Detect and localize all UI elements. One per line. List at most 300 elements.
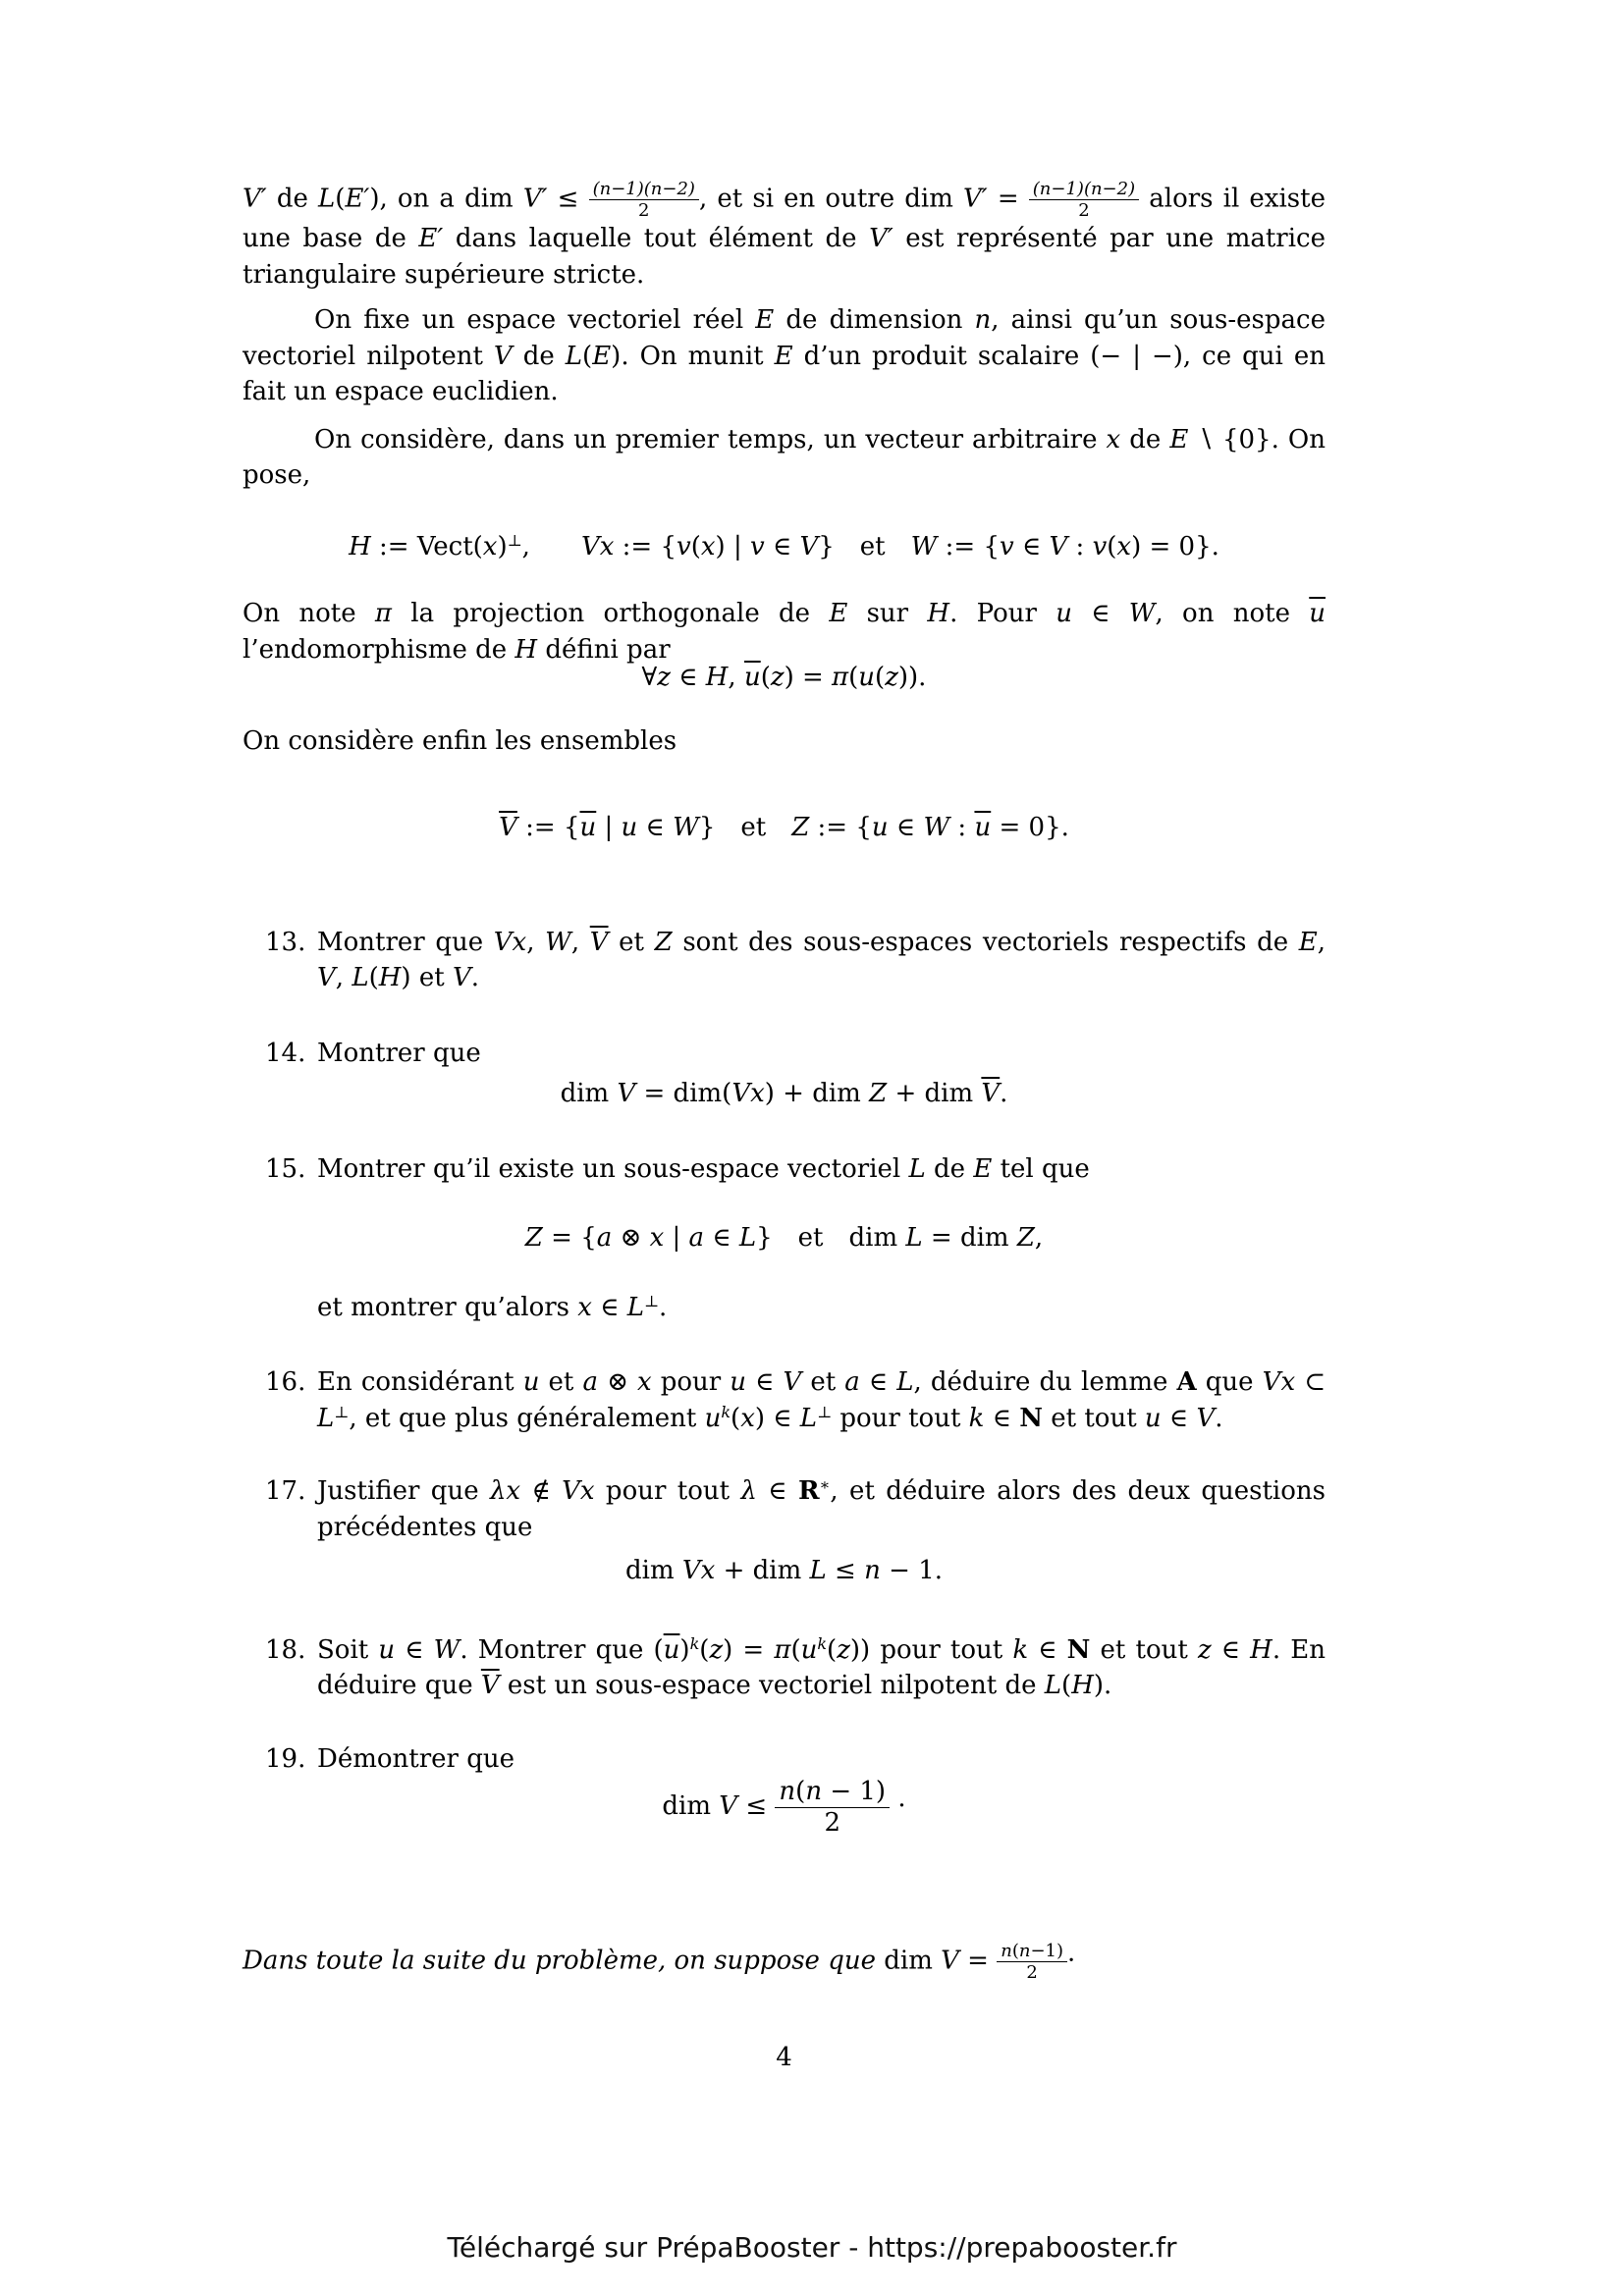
text-run: = dim( <box>635 1079 732 1109</box>
list-item-body <box>317 1473 1326 1545</box>
math-italic: π <box>374 599 392 629</box>
math-italic: E <box>755 305 775 336</box>
text-run: ⊂ <box>1295 1367 1326 1398</box>
math-bold: N <box>1066 1634 1091 1665</box>
math-italic: $\overline{u}$ <box>663 1634 680 1665</box>
text-run: , <box>1317 927 1326 957</box>
list-item-body <box>317 1741 1326 1778</box>
text-run: , <box>521 531 581 561</box>
math-italic: x <box>577 1292 592 1322</box>
math-italic: n <box>1001 1940 1012 1961</box>
text-run: d’un produit scalaire (− | −), ce qui en fait un espace euclidien. <box>243 341 1326 407</box>
fraction-numerator <box>775 1777 890 1807</box>
paragraph <box>243 302 1326 410</box>
math-italic: H <box>927 599 950 629</box>
math-cal: W <box>673 813 699 843</box>
text-run: et montrer qu’alors <box>317 1292 578 1322</box>
text-run: ⊥ <box>644 1291 660 1310</box>
math-italic: π <box>774 1634 791 1665</box>
list-item-number: 19. <box>265 1743 306 1774</box>
text-run: ⊥ <box>507 530 522 550</box>
math-italic: z <box>885 663 898 693</box>
math-cal: L <box>565 341 583 371</box>
text-run: ( <box>368 963 379 993</box>
math-italic: u <box>704 1403 722 1433</box>
math-italic: k <box>1012 1634 1029 1665</box>
math-superscript <box>817 1634 827 1653</box>
math-italic: x <box>649 1223 665 1254</box>
text-run: pour <box>651 1367 731 1398</box>
text-run: ). On munit <box>611 341 775 371</box>
math-fraction <box>1029 179 1139 221</box>
paragraph <box>243 422 1326 494</box>
text-run: , et déduire alors des deux questions précédentes que <box>317 1476 1326 1542</box>
math-cal: W <box>545 927 571 957</box>
text-run: . Montrer que ( <box>460 1634 664 1665</box>
math-italic: L <box>905 1223 923 1254</box>
document-body <box>243 179 1326 1983</box>
math-italic: $\overline{u}$ <box>743 663 761 693</box>
text-run: défini par <box>537 634 671 665</box>
text-run: ( <box>760 663 771 693</box>
math-overline <box>481 1671 500 1700</box>
math-cal: V <box>681 1556 701 1586</box>
display-equation <box>243 810 1326 846</box>
math-cal: W <box>433 1634 460 1665</box>
text-run: ( <box>731 1403 741 1433</box>
text-run: , on note <box>1155 599 1310 629</box>
list-item <box>243 1151 1326 1188</box>
text-run: ). <box>1093 1671 1112 1701</box>
text-run: On note <box>243 599 375 629</box>
text-run: ∈ <box>637 813 674 843</box>
math-italic: x <box>1106 424 1121 454</box>
text-run: , <box>570 927 590 957</box>
text-run: ) <box>679 1634 690 1665</box>
text-run: dim <box>884 1946 942 1976</box>
text-run: = { <box>542 1223 597 1254</box>
text-run: la projection orthogonale de <box>391 599 830 629</box>
text-run: ( <box>848 663 859 693</box>
math-cal: W <box>910 531 938 561</box>
math-italic: u <box>378 1634 396 1665</box>
text-run: · <box>890 1791 906 1822</box>
list-item-number: 18. <box>265 1634 306 1665</box>
text-run: , <box>1034 1223 1044 1254</box>
math-superscript <box>644 1292 659 1310</box>
text-run: est représenté par une matrice triangulaire supérieure stricte. <box>243 224 1326 290</box>
list-item-number: 13. <box>265 927 306 957</box>
math-overline <box>499 813 517 842</box>
text-run: := { <box>809 813 872 843</box>
list-item-body <box>317 1151 1326 1188</box>
math-italic: L <box>317 1403 335 1433</box>
math-cal: Z <box>654 927 673 957</box>
math-italic: E <box>1169 424 1189 454</box>
math-cal: V <box>799 531 819 561</box>
text-run: 2 <box>824 1808 840 1839</box>
text-run: , ainsi qu’un sous-espace vectoriel nilpotent <box>243 305 1326 371</box>
list-item-body <box>317 1364 1326 1436</box>
math-italic: a <box>582 1367 598 1398</box>
display-equation <box>243 1076 1326 1112</box>
text-run: ∈ <box>1161 1403 1197 1433</box>
display-equation <box>243 1220 1326 1256</box>
text-run: et <box>801 1367 845 1398</box>
math-italic: n <box>805 1777 823 1807</box>
math-italic: λ <box>740 1476 757 1507</box>
text-run: ( <box>875 663 886 693</box>
math-superscript <box>817 1403 832 1421</box>
math-cal: V <box>452 963 471 993</box>
fraction-denominator <box>997 1961 1067 1983</box>
math-italic: z <box>837 1634 850 1665</box>
text-run: ∈ <box>1028 1634 1067 1665</box>
math-italic: v <box>677 531 691 561</box>
text-run: sont des sous-espaces vectoriels respectifs de <box>672 927 1299 957</box>
text-run: Démontrer que <box>317 1743 515 1774</box>
text-run: On fixe un espace vectoriel réel <box>314 305 756 336</box>
math-cal: V <box>317 963 336 993</box>
text-run: ) = 0}. <box>1131 531 1219 561</box>
math-cal: V <box>562 1476 580 1507</box>
text-run: . Pour <box>949 599 1056 629</box>
continuation-paragraph <box>317 1290 1326 1326</box>
math-italic: u <box>1144 1403 1162 1433</box>
list-item-number: 17. <box>265 1476 306 1507</box>
math-italic: π <box>832 663 849 693</box>
math-italic: n <box>1018 1940 1031 1961</box>
text-run: ( <box>582 341 593 371</box>
text-run: ( <box>827 1634 838 1665</box>
math-italic: x <box>750 1079 765 1109</box>
list-item <box>243 1632 1326 1704</box>
math-italic: x <box>740 1403 755 1433</box>
math-cal: $\overline{V}$ <box>981 1079 1001 1109</box>
math-cal: L <box>1044 1671 1062 1701</box>
text-run: ( <box>1061 1671 1072 1701</box>
math-italic: n <box>974 305 992 336</box>
text-run: , et si en outre dim <box>698 184 963 214</box>
text-run: ∈ <box>395 1634 434 1665</box>
math-italic: v <box>1000 531 1014 561</box>
math-italic: z <box>657 663 671 693</box>
text-run: ) ∈ <box>754 1403 800 1433</box>
math-italic: a <box>596 1223 613 1254</box>
text-run: ( <box>699 1634 710 1665</box>
math-cal: V <box>1196 1403 1216 1433</box>
math-italic: H <box>1250 1634 1272 1665</box>
text-run: · <box>1067 1946 1076 1976</box>
math-italic: x <box>1280 1367 1296 1398</box>
math-italic: n <box>864 1556 881 1586</box>
text-run: − 1) <box>822 1777 887 1807</box>
text-run: := { <box>516 813 580 843</box>
text-run: −1) <box>1030 1940 1064 1961</box>
text-run: ) et <box>401 963 453 993</box>
math-italic: k <box>817 1633 828 1653</box>
text-run: )) pour tout <box>849 1634 1013 1665</box>
text-run: 2 <box>1026 1962 1038 1984</box>
text-run: . En déduire que <box>317 1634 1326 1701</box>
text-run: + dim <box>715 1556 810 1586</box>
math-italic: z <box>709 1634 724 1665</box>
text-run: , déduire du lemme <box>913 1367 1177 1398</box>
text-run: sur <box>847 599 928 629</box>
math-cal: V′ <box>243 184 267 214</box>
paragraph <box>243 596 1326 667</box>
text-run: ∈ <box>756 1476 798 1507</box>
math-bold: A <box>1176 1367 1197 1398</box>
list-item-number: 15. <box>265 1153 306 1184</box>
math-cal: V′ <box>522 184 548 214</box>
math-italic: u <box>522 1367 540 1398</box>
list-item <box>243 1473 1326 1545</box>
math-superscript <box>508 531 522 550</box>
text-run: ∈ <box>1211 1634 1251 1665</box>
math-italic: z <box>1197 1634 1212 1665</box>
text-run: ∈ <box>704 1223 739 1254</box>
math-cal: V′ <box>869 224 893 254</box>
math-italic: (n−1)(n−2) <box>592 179 695 199</box>
text-run: ≤ <box>826 1556 865 1586</box>
math-cal: W <box>923 813 950 843</box>
text-run: pour tout <box>594 1476 741 1507</box>
math-italic: v <box>749 531 765 561</box>
text-run: tel que <box>992 1153 1090 1184</box>
text-run: : <box>949 813 975 843</box>
text-run: ∈ <box>859 1367 897 1398</box>
math-cal: Z <box>869 1079 888 1109</box>
math-cal: V <box>580 531 600 561</box>
list-item-number: 16. <box>265 1367 306 1398</box>
text-run: } et <box>818 531 911 561</box>
math-italic: λx <box>489 1476 521 1507</box>
math-italic: E <box>829 599 848 629</box>
display-equation <box>243 1553 1326 1589</box>
text-run: , <box>335 963 352 993</box>
math-italic: E′ <box>345 184 370 214</box>
text-run: Justifier que <box>317 1476 490 1507</box>
list-item-body <box>317 1036 1326 1072</box>
math-italic: k <box>721 1402 731 1421</box>
math-italic: L <box>908 1153 926 1184</box>
math-italic: u <box>730 1367 747 1398</box>
math-italic: n <box>779 1777 796 1807</box>
math-italic: Dans toute la suite du problème, on suppose que <box>243 1946 885 1976</box>
list-item-body <box>317 1632 1326 1704</box>
text-run: , <box>728 663 744 693</box>
math-cal: Z <box>791 813 810 843</box>
math-cal: V <box>493 927 513 957</box>
text-run: est un sous-espace vectoriel nilpotent de <box>499 1671 1045 1701</box>
fraction-denominator <box>589 199 699 221</box>
math-italic: E <box>1298 927 1318 957</box>
math-bold: R <box>797 1476 820 1507</box>
text-run: . <box>1215 1403 1223 1433</box>
text-run: de <box>925 1153 974 1184</box>
math-fraction <box>775 1777 890 1838</box>
math-cal: V <box>731 1079 751 1109</box>
math-italic: k <box>689 1633 700 1653</box>
text-run: ) <box>497 531 508 561</box>
text-run: ( <box>1011 1940 1019 1961</box>
text-run: ∈ <box>746 1367 784 1398</box>
text-run: ( <box>790 1634 801 1665</box>
math-cal: $\overline{V}$ <box>480 1671 500 1701</box>
math-italic: L <box>809 1556 827 1586</box>
math-overline <box>1309 599 1326 628</box>
text-run: ∈ <box>1071 599 1129 629</box>
math-italic: E′ <box>418 224 444 254</box>
paragraph <box>243 179 1326 293</box>
math-italic: H <box>1071 1671 1094 1701</box>
text-run: , <box>526 927 546 957</box>
text-run: ⊗ <box>612 1223 650 1254</box>
text-run: ) = <box>723 1634 775 1665</box>
text-run: et <box>608 927 655 957</box>
text-run: ∗ <box>819 1475 831 1495</box>
text-run: | <box>664 1223 689 1254</box>
text-run: + dim <box>887 1079 982 1109</box>
text-run: dim <box>662 1791 720 1822</box>
math-cal: V <box>783 1367 802 1398</box>
text-run: ≤ <box>547 184 589 214</box>
text-run: et <box>539 1367 583 1398</box>
math-italic: E <box>774 341 793 371</box>
fraction-numerator <box>589 179 699 199</box>
math-cal: $\overline{V}$ <box>589 927 609 957</box>
math-superscript <box>721 1403 731 1421</box>
text-run: ( <box>1107 531 1117 561</box>
fraction-numerator <box>1029 179 1139 199</box>
math-italic: u <box>1056 599 1072 629</box>
text-run: En considérant <box>317 1367 523 1398</box>
text-run: . <box>659 1292 668 1322</box>
math-italic: E <box>592 341 612 371</box>
text-run: de <box>512 341 566 371</box>
text-run: = 0}. <box>991 813 1069 843</box>
text-run: ∀ <box>641 663 658 693</box>
text-run: )). <box>897 663 927 693</box>
math-cal: V′ <box>963 184 988 214</box>
download-footer: Téléchargé sur PrépaBooster - https://prepabooster.fr <box>447 2231 1177 2264</box>
text-run: que <box>1196 1367 1263 1398</box>
math-italic: x <box>599 531 615 561</box>
math-bold: N <box>1019 1403 1043 1433</box>
text-run: ⊥ <box>817 1402 833 1421</box>
text-run: ), on a dim <box>369 184 523 214</box>
text-run: = dim <box>922 1223 1017 1254</box>
list-item-number: 14. <box>265 1038 306 1068</box>
math-cal: $\overline{V}$ <box>499 813 517 843</box>
math-cal: L <box>352 963 369 993</box>
text-run: ∈ <box>670 663 706 693</box>
text-run: de dimension <box>774 305 975 336</box>
math-italic: L <box>738 1223 757 1254</box>
list-item <box>243 1364 1326 1436</box>
math-italic: u <box>871 813 889 843</box>
text-run: ∈ <box>984 1403 1020 1433</box>
text-run: ⊥ <box>334 1402 350 1421</box>
math-overline <box>580 813 597 842</box>
text-run: | <box>596 813 622 843</box>
math-overline <box>590 928 609 957</box>
math-italic: z <box>770 663 785 693</box>
text-run: On considère enfin les ensembles <box>243 725 677 756</box>
text-run: := Vect( <box>370 531 483 561</box>
math-italic: H <box>514 634 538 665</box>
text-run: dans laquelle tout élément de <box>443 224 870 254</box>
text-run: ∈ <box>764 531 800 561</box>
text-run: = <box>958 1946 998 1976</box>
math-italic: L <box>626 1292 644 1322</box>
text-run: pour tout <box>832 1403 969 1433</box>
math-overline <box>981 1079 1000 1108</box>
text-run: ( <box>795 1777 806 1807</box>
math-cal: Z <box>1016 1223 1035 1254</box>
math-italic: $\overline{u}$ <box>1309 599 1326 629</box>
math-italic: x <box>579 1476 595 1507</box>
text-run: ∈ <box>591 1292 627 1322</box>
math-italic: x <box>636 1367 652 1398</box>
text-run: de <box>1120 424 1170 454</box>
math-italic: H <box>349 531 371 561</box>
text-run: = <box>987 184 1029 214</box>
text-run: l’endomorphisme de <box>243 634 515 665</box>
math-fraction <box>589 179 699 221</box>
text-run: := { <box>937 531 1000 561</box>
math-superscript <box>334 1403 349 1421</box>
fraction-numerator <box>997 1941 1067 1961</box>
math-cal: L <box>318 184 336 214</box>
math-italic: E <box>973 1153 993 1184</box>
math-cal: V <box>493 341 513 371</box>
text-run: ∖ {0}. On pose, <box>243 424 1326 491</box>
text-run: Montrer que <box>317 927 494 957</box>
math-italic: x <box>700 531 716 561</box>
math-fraction <box>997 1941 1067 1983</box>
text-run: ( <box>335 184 346 214</box>
text-run: dim <box>624 1556 682 1586</box>
text-run: ∉ <box>520 1476 563 1507</box>
italic-note <box>243 1941 1326 1983</box>
text-run: } et <box>698 813 792 843</box>
math-italic: a <box>688 1223 705 1254</box>
math-superscript <box>690 1634 700 1653</box>
list-item <box>243 925 1326 996</box>
math-cal: V <box>941 1946 959 1976</box>
math-italic: H <box>705 663 729 693</box>
math-cal: V <box>1262 1367 1281 1398</box>
math-italic: a <box>844 1367 860 1398</box>
text-run: 2 <box>1078 200 1090 222</box>
text-run: ∈ <box>1013 531 1050 561</box>
text-run: 2 <box>638 200 650 222</box>
text-run: et tout <box>1090 1634 1198 1665</box>
math-overline <box>744 663 761 692</box>
list-item <box>243 1741 1326 1778</box>
text-run: alors il existe une base de <box>243 184 1326 254</box>
text-run: , et que plus généralement <box>349 1403 705 1433</box>
list-item-body <box>317 925 1326 996</box>
text-run: Montrer que <box>317 1038 481 1068</box>
math-overline <box>974 813 991 842</box>
text-run: ( <box>690 531 701 561</box>
text-run: ≤ <box>737 1791 776 1822</box>
math-italic: v <box>1092 531 1108 561</box>
text-run: ) | <box>715 531 750 561</box>
